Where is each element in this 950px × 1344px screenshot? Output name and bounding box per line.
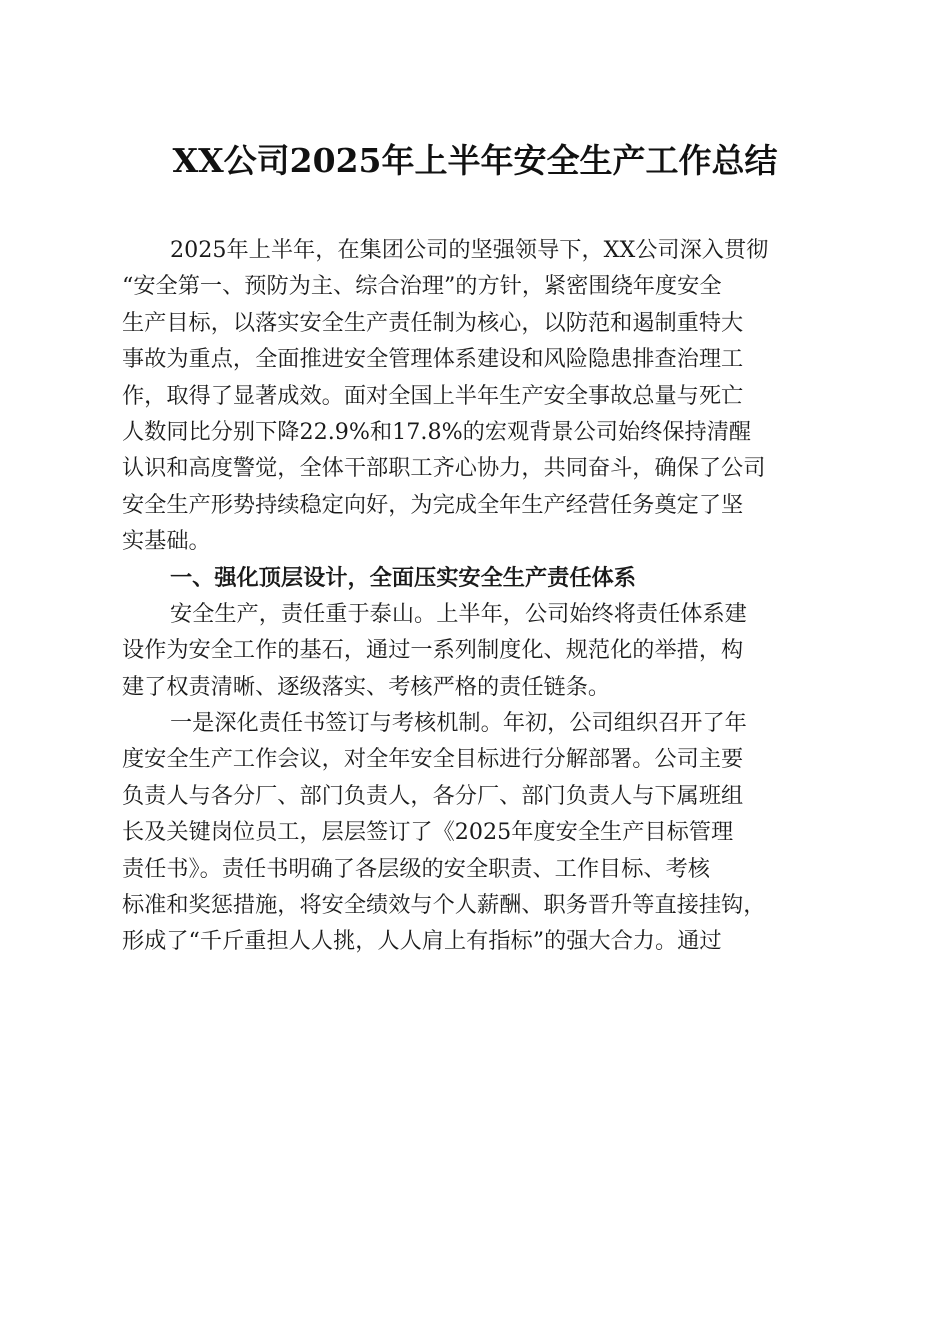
paragraph-line: 形成了“千斤重担人人挑，人人肩上有指标”的强大合力。通过 [122,928,722,955]
paragraph-line: 设作为安全工作的基石，通过一系列制度化、规范化的举措，构 [122,637,744,664]
paragraph-line: 事故为重点，全面推进安全管理体系建设和风险隐患排查治理工 [122,346,744,373]
paragraph-line: 责任书》。责任书明确了各层级的安全职责、工作目标、考核 [122,855,710,882]
paragraph-line [122,705,830,741]
paragraph-line: 2025年上半年，在集团公司的坚强领导下，XX公司深入贯彻 [170,237,769,263]
paragraph-lead-phrase: 一是深化责任书签订与考核机制。 [170,710,503,737]
section-heading: 一、强化顶层设计，全面压实安全生产责任体系 [170,564,636,591]
document-title: XX公司2025年上半年安全生产工作总结 [172,141,778,180]
paragraph-line: 安全生产，责任重于泰山。上半年，公司始终将责任体系建 [170,600,747,627]
paragraph-line: 度安全生产工作会议，对全年安全目标进行分解部署。公司主要 [122,746,744,773]
paragraph-line: 安全生产形势持续稳定向好，为完成全年生产经营任务奠定了坚 [122,491,744,518]
document-body [122,232,830,960]
paragraph-line: 负责人与各分厂、部门负责人，各分厂、部门负责人与下属班组 [122,782,744,809]
paragraph-line: 标准和奖惩措施，将安全绩效与个人薪酬、职务晋升等直接挂钩， [122,892,766,919]
paragraph-line: “安全第一、预防为主、综合治理”的方针，紧密围绕年度安全 [122,273,722,300]
paragraph-line: 认识和高度警觉，全体干部职工齐心协力，共同奋斗，确保了公司 [122,455,766,482]
paragraph-line: 作，取得了显著成效。面对全国上半年生产安全事故总量与死亡 [122,382,744,409]
paragraph-line: 生产目标，以落实安全生产责任制为核心，以防范和遏制重特大 [122,309,744,336]
paragraph-line-rest: 年初，公司组织召开了年 [502,710,747,737]
paragraph-line: 实基础。 [122,528,211,555]
paragraph-line: 人数同比分别下降22.9%和17.8%的宏观背景公司始终保持清醒 [122,418,752,445]
paragraph-line: 长及关键岗位员工，层层签订了《2025年度安全生产目标管理 [122,819,734,846]
paragraph-line: 建了权责清晰、逐级落实、考核严格的责任链条。 [122,673,611,700]
